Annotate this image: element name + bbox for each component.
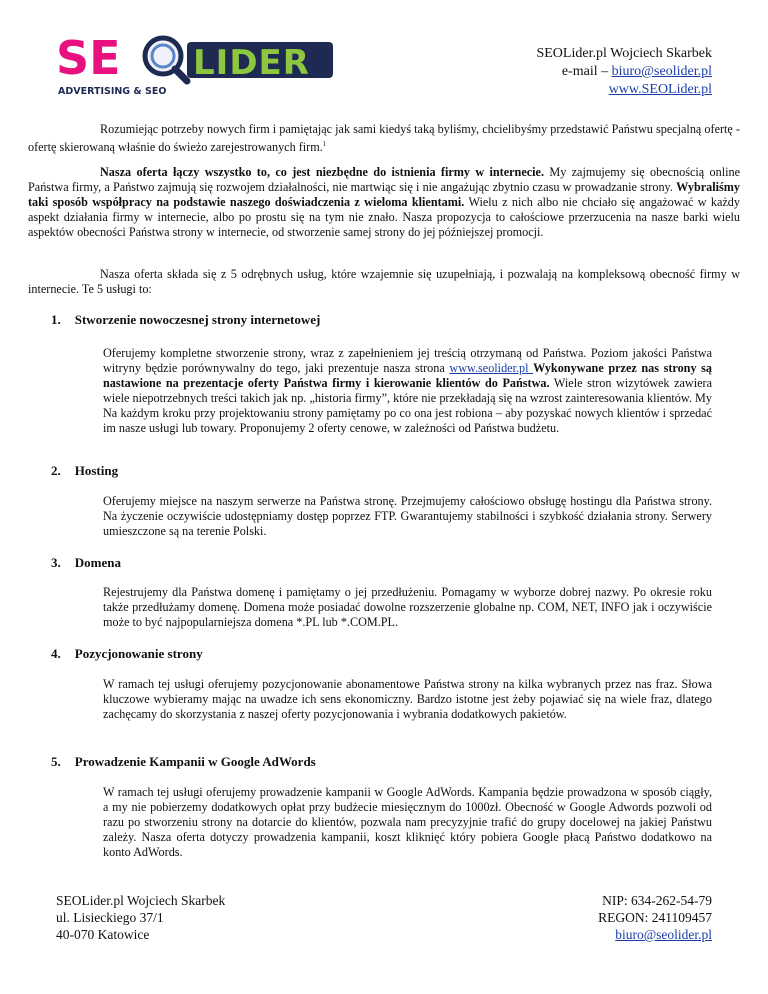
footer-email-link[interactable]: biuro@seolider.pl xyxy=(615,927,712,942)
section-1-heading xyxy=(51,312,320,328)
footer-nip: NIP: 634-262-54-79 xyxy=(602,893,712,908)
section-4-title: Pozycjonowanie strony xyxy=(74,646,203,661)
logo-text-lider: LIDER xyxy=(193,43,310,83)
footer-regon: REGON: 241109457 xyxy=(598,910,712,925)
section-3-body: Rejestrujemy dla Państwa domenę i pamiętamy o jej przedłużeniu. Pomagamy w wyborze dobrej nazwy. Po okresie roku także przedłużamy domenę. Domena może posiadać dowolne rozszerzenie globalne np. COM, NET, INFO jak i oczywiście może to być najpopularniejsza domena *.PL lub *.COM.PL. xyxy=(103,585,712,629)
section-5-body: W ramach tej usługi oferujemy prowadzenie kampanii w Google AdWords. Kampania będzie prowadzona w sposób ciągły, a my nie pobierzemy dodatkowych opłat przy budżecie miesięcznym do 1000zł. Obecność w Google Adwords pozwoli od razu po stworzeniu strony na dotarcie do klientów, pozwala nam precyzyjnie trafić do grupy docelowej na jakiej Państwu zależy. Nasza oferta dotyczy prowadzenia kampanii, koszt kliknięć który pobiera Google płacą Państwo dodatkowo na konto AdWords. xyxy=(103,785,712,859)
header-website-link[interactable]: www.SEOLider.pl xyxy=(608,82,712,97)
section-1-text-b: Wiele stron wizytówek zawiera wiele niepotrzebnych treści takich jak np. „historia firmy”, które nie przekładają się na wzrost zainteresowania klientów. My Na każdym kroku przy projektowaniu strony pamiętamy po co ona jest robiona – aby pozyskać nowych klientów i sprzedać im nasze usługi lub towary. Proponujemy 2 oferty cenowe, w zależności od Państwa budżetu. xyxy=(103,376,712,435)
section-3-heading xyxy=(51,555,121,571)
section-5-title: Prowadzenie Kampanii w Google AdWords xyxy=(74,754,316,769)
seolider-logo-graphic xyxy=(56,30,336,102)
section-4-number: 4. xyxy=(51,646,61,661)
section-3-number: 3. xyxy=(51,555,61,570)
section-1-number: 1. xyxy=(51,312,61,327)
intro-paragraph-1 xyxy=(28,122,740,155)
intro-p2-text-1: My zajmujemy się obecnością online Państwa firmy, a Państwo zajmują się rozwojem działalności, nie martwiąc się i nie angażując zbytnio czasu w prowadzanie strony. xyxy=(28,165,740,194)
section-3-title: Domena xyxy=(74,555,121,570)
section-2-heading xyxy=(51,463,118,479)
footnote-ref: 1 xyxy=(322,140,327,148)
intro-p2-text-2: Wielu z nich albo nie chciało się angażować w każdy aspekt działania firmy w internecie, albo po prostu się na tym nie znało. Nasza propozycja to całościowe przerzucenia na nasze barki wielu aspektów obecności Państwa strony w internecie, od stworzenie samej strony do jej późniejszej promocji. xyxy=(28,195,740,239)
intro-p2-bold-1: Nasza oferta łączy wszystko to, co jest niezbędne do istnienia firmy w internecie. xyxy=(100,165,544,179)
footer-street: ul. Lisieckiego 37/1 xyxy=(56,910,164,925)
seolider-link[interactable]: www.seolider.pl xyxy=(449,361,534,375)
magnifier-icon xyxy=(145,38,187,81)
footer-address xyxy=(56,892,225,943)
header-email-link[interactable]: biuro@seolider.pl xyxy=(611,64,712,79)
section-5-heading xyxy=(51,754,316,770)
section-1-bold: Wykonywane przez nas strony są nastawione na prezentacje oferty Państwa firmy i kierowanie klientów do Państwa. xyxy=(103,361,713,390)
section-2-title: Hosting xyxy=(74,463,119,478)
header-email-label: e-mail – xyxy=(561,64,612,79)
section-4-body: W ramach tej usługi oferujemy pozycjonowanie abonamentowe Państwa strony na kilka wybranych przez nas fraz. Słowa kluczowe wybieramy mając na uwadze ich sens ekonomiczny. Bardzo istotne jest żeby pojawiać się na wiele fraz, dlatego zachęcamy do skorzystania z naszej oferty pozycjonowania i wybrania dodatkowych pakietów. xyxy=(103,677,712,721)
intro-paragraph-3: Nasza oferta składa się z 5 odrębnych usług, które wzajemnie się uzupełniają, i pozwalają na kompleksową obecność firmy w internecie. Te 5 usługi to: xyxy=(28,267,740,296)
seolider-logo xyxy=(56,30,336,102)
section-1-text-a: Oferujemy kompletne stworzenie strony, wraz z zapełnieniem jej treścią otrzymaną od Państwa. Poziom jakości Państwa witryny będzie porównywalny do tego, jaki prezentuje nasza strona xyxy=(103,346,712,375)
intro-p2-bold-2: Wybraliśmy taki sposób współpracy na podstawie naszego doświadczenia z wieloma klientami. xyxy=(28,180,740,209)
footer-company: SEOLider.pl Wojciech Skarbek xyxy=(56,893,226,908)
logo-tagline: ADVERTISING & SEO xyxy=(58,86,167,97)
section-2-number: 2. xyxy=(51,463,61,478)
header-email-line xyxy=(536,63,712,81)
header-contact xyxy=(536,45,712,99)
section-4-heading xyxy=(51,646,203,662)
section-5-number: 5. xyxy=(51,754,61,769)
footer-city: 40-070 Katowice xyxy=(56,927,150,942)
logo-text-seo: SE xyxy=(56,31,121,85)
intro-paragraph-2 xyxy=(28,165,740,240)
footer-registration xyxy=(598,892,712,943)
section-1-body xyxy=(103,346,712,436)
section-2-body: Oferujemy miejsce na naszym serwerze na Państwa stronę. Przejmujemy całościowo obsługę hostingu dla Państwa strony. Na życzenie oczywiście udostępniamy dostęp poprzez FTP. Gwarantujemy stabilności i szybkość działania strony. Serwery umieszczone są na terenie Polski. xyxy=(103,494,712,538)
intro-p1-text: Rozumiejąc potrzeby nowych firm i pamiętając jak sami kiedyś taką byliśmy, chcielibyśmy przedstawić Państwu specjalną ofertę - ofertę skierowaną właśnie do świeżo zarejestrowanych firm. xyxy=(28,122,740,155)
header-company: SEOLider.pl Wojciech Skarbek xyxy=(536,46,712,61)
section-1-title: Stworzenie nowoczesnej strony internetowej xyxy=(74,312,321,327)
